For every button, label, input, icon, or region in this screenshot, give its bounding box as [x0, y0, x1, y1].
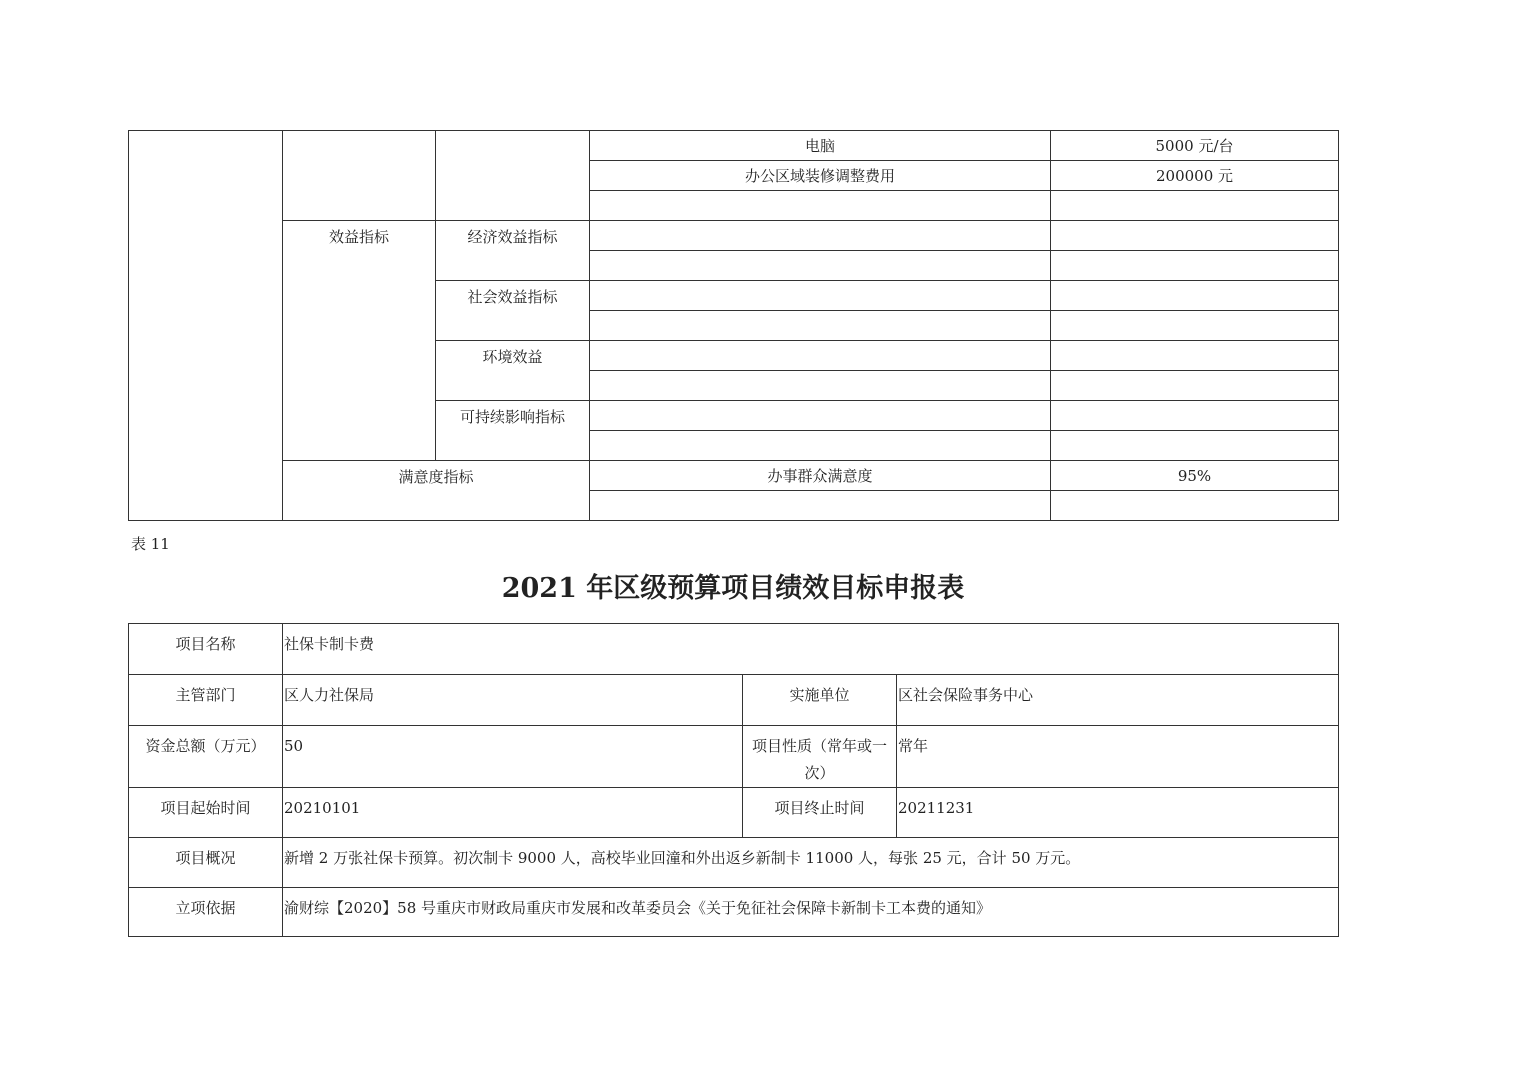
- unit-value: 区社会保险事务中心: [897, 675, 1339, 726]
- empty-cell: [1051, 371, 1339, 401]
- empty-cell: [590, 221, 1051, 251]
- output-value: 5000 元/台: [1051, 131, 1339, 161]
- economic-benefit-label: 经济效益指标: [436, 221, 590, 281]
- empty-cell: [590, 341, 1051, 371]
- empty-cell: [590, 311, 1051, 341]
- basis-label: 立项依据: [129, 888, 283, 937]
- environment-benefit-label: 环境效益: [436, 341, 590, 401]
- output-item: 办公区域装修调整费用: [590, 161, 1051, 191]
- satisfaction-item: 办事群众满意度: [590, 461, 1051, 491]
- empty-cell: [1051, 221, 1339, 251]
- empty-cell: [1051, 401, 1339, 431]
- empty-cell: [1051, 281, 1339, 311]
- empty-cell: [590, 431, 1051, 461]
- empty-cell: [1051, 311, 1339, 341]
- sustainable-impact-label: 可持续影响指标: [436, 401, 590, 461]
- basis-value: 渝财综【2020】58 号重庆市财政局重庆市发展和改革委员会《关于免征社会保障卡新制卡工本费的通知》: [283, 888, 1339, 937]
- level1-indicator-cell: [129, 131, 283, 521]
- dept-value: 区人力社保局: [283, 675, 743, 726]
- project-name-label: 项目名称: [129, 624, 283, 675]
- empty-cell: [590, 371, 1051, 401]
- empty-cell: [1051, 431, 1339, 461]
- benefit-indicator-label: 效益指标: [283, 221, 436, 461]
- level3-indicator-cell: [436, 131, 590, 221]
- empty-cell: [590, 251, 1051, 281]
- empty-cell: [590, 401, 1051, 431]
- dept-label: 主管部门: [129, 675, 283, 726]
- end-time-label: 项目终止时间: [743, 788, 897, 838]
- empty-cell: [1051, 491, 1339, 521]
- satisfaction-indicator-label: 满意度指标: [283, 461, 590, 521]
- unit-label: 实施单位: [743, 675, 897, 726]
- level2-indicator-cell: [283, 131, 436, 221]
- empty-cell: [590, 281, 1051, 311]
- social-benefit-label: 社会效益指标: [436, 281, 590, 341]
- indicator-table-continued: [128, 130, 1339, 521]
- empty-cell: [590, 191, 1051, 221]
- overview-value: 新增 2 万张社保卡预算。初次制卡 9000 人，高校毕业回潼和外出返乡新制卡 11000 人，每张 25 元，合计 50 万元。: [283, 838, 1339, 888]
- start-time-label: 项目起始时间: [129, 788, 283, 838]
- end-time-value: 20211231: [897, 788, 1339, 838]
- project-application-table: [128, 623, 1339, 937]
- empty-cell: [1051, 341, 1339, 371]
- overview-label: 项目概况: [129, 838, 283, 888]
- empty-cell: [590, 491, 1051, 521]
- nature-value: 常年: [897, 726, 1339, 788]
- page-title: 2021 年区级预算项目绩效目标申报表: [501, 573, 965, 604]
- satisfaction-value: 95%: [1051, 461, 1339, 491]
- nature-label: 项目性质（常年或一次）: [743, 726, 897, 788]
- output-value: 200000 元: [1051, 161, 1339, 191]
- table-number: 表 11: [131, 535, 170, 553]
- fund-value: 50: [283, 726, 743, 788]
- fund-label: 资金总额（万元）: [129, 726, 283, 788]
- empty-cell: [1051, 191, 1339, 221]
- output-item: 电脑: [590, 131, 1051, 161]
- start-time-value: 20210101: [283, 788, 743, 838]
- empty-cell: [1051, 251, 1339, 281]
- project-name-value: 社保卡制卡费: [283, 624, 1339, 675]
